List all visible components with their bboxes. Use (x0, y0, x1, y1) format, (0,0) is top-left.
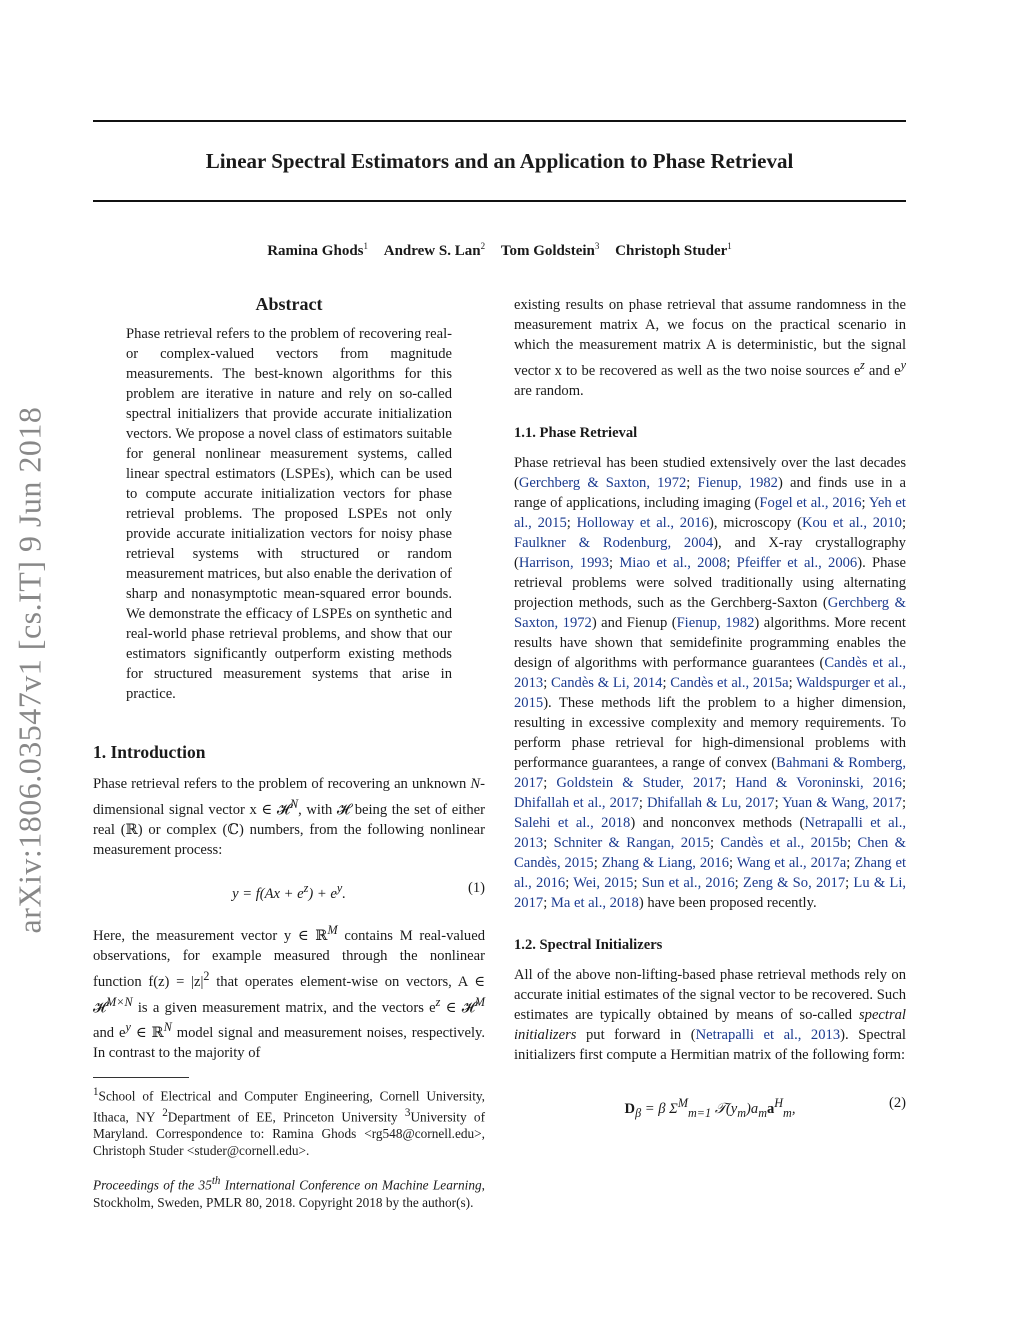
intro-paragraph: existing results on phase retrieval that assume randomness in the measurement matrix A, we focus on the practical scenario in which the measurement matrix A is deterministic, but the signal vector x to be recovered as well as the two noise sources $e^z$ and $e^y$ are random. (514, 297, 906, 399)
citation-link[interactable]: Ma et al., 2018 (550, 894, 639, 911)
author: Ramina Ghods$^1$ (267, 241, 368, 259)
arxiv-sidebar (0, 380, 60, 960)
citation-link[interactable]: Candès & Li, 2014 (551, 674, 663, 691)
citation-link[interactable]: Goldstein & Studer, 2017 (556, 774, 723, 791)
intro-paragraph: Phase retrieval refers to the problem of recovering an unknown N-dimensional signal vector x ∈ 𝓗$^N$, with 𝓗 being the set of either real (ℝ) or complex (ℂ) numbers, from the following nonlinear measurement process: (93, 776, 485, 858)
citation-link[interactable]: Netrapalli et al., 2013 (514, 814, 906, 851)
citation-link[interactable]: Lu & Li, 2017 (514, 874, 907, 911)
arxiv-id: arXiv:1806.03547v1 [cs.IT] 9 Jun 2018 (11, 406, 48, 934)
footnote-rule (93, 1077, 189, 1078)
citation-link[interactable]: Schniter & Rangan, 2015 (553, 834, 710, 851)
citation-link[interactable]: Dhifallah et al., 2017 (514, 794, 639, 811)
author: Christoph Studer$^1$ (615, 241, 732, 259)
citation-link[interactable]: Gerchberg & Saxton, 1972 (518, 474, 687, 491)
citation-link[interactable]: Faulkner & Rodenburg, 2004 (514, 534, 714, 551)
citation-link[interactable]: Fienup, 1982 (676, 614, 755, 631)
citation-link[interactable]: Harrison, 1993 (518, 554, 610, 571)
left-column (93, 292, 485, 1211)
citation-link[interactable]: Pfeiffer et al., 2006 (736, 554, 858, 571)
citation-link[interactable]: Candès et al., 2015a (670, 674, 789, 691)
citation-link[interactable]: Zhang et al., 2016 (514, 854, 906, 891)
citation-link[interactable]: Miao et al., 2008 (619, 554, 727, 571)
author: Andrew S. Lan$^2$ (383, 241, 486, 259)
author-list (93, 235, 906, 262)
citation-link[interactable]: Fogel et al., 2016 (759, 494, 862, 511)
citation-link[interactable]: Chen & Candès, 2015 (514, 834, 907, 871)
equation-number: (1) (467, 879, 485, 896)
citation-link[interactable]: Waldspurger et al., 2015 (514, 674, 906, 711)
abstract-text: Phase retrieval refers to the problem of recovering real- or complex-valued vectors from magnitude measurements. The best-known algorithms for this problem are iterative in nature and rely on so-called spectral initializers that provide accurate initialization vectors. We propose a novel class of estimators suitable for general nonlinear measurement systems, called linear spectral estimators (LSPEs), which can be used to compute accurate initialization vectors for phase retrieval problems. The proposed LSPEs not only provide accurate initialization vectors for noisy phase retrieval systems with structured or random measurement matrices, but also enable the derivation of sharp and nonasymptotic mean-squared error bounds. We demonstrate the efficacy of LSPEs on synthetic and real-world phase retrieval problems, and show that our estimators significantly outperform existing methods for structured measurement systems that arise in practice. (126, 326, 452, 702)
citation-link[interactable]: Salehi et al., 2018 (514, 814, 631, 831)
equation-1: $y = f(Ax + e^z) + e^y$. (1) (232, 879, 485, 902)
subsection-heading-phase-retrieval: 1.1. Phase Retrieval (514, 424, 638, 441)
citation-link[interactable]: Zeng & So, 2017 (742, 874, 846, 891)
citation-link[interactable]: Candès et al., 2013 (514, 654, 906, 691)
title-bottom-rule (93, 200, 906, 202)
citation-link[interactable]: Gerchberg & Saxton, 1972 (514, 594, 906, 631)
right-column (514, 295, 906, 1147)
intro-paragraph: Here, the measurement vector y ∈ ℝ$^M$ contains M real-valued observations, for example measured through the nonlinear function $f(z) = |z|^2$ that operates element-wise on vectors, A ∈ 𝓗$^{M\times N}$ is a given measurement matrix, and the vectors $e^z$ ∈ 𝓗$^M$ and $e^y$ ∈ ℝ$^N$ model signal and measurement noises, respectively. In contrast to the majority of (93, 922, 486, 1062)
citation-link[interactable]: Netrapalli et al., 2013 (695, 1026, 841, 1043)
citation-link[interactable]: Wei, 2015 (573, 874, 634, 891)
citation-link[interactable]: Wang et al., 2017a (736, 854, 847, 871)
citation-link[interactable]: Yeh et al., 2015 (514, 494, 906, 531)
citation-link[interactable]: Dhifallah & Lu, 2017 (646, 794, 775, 811)
spectral-initializers-paragraph: All of the above non-lifting-based phase retrieval methods rely on accurate initial estimates of the signal vector to be recovered. Such estimates are typically obtained by means of so-called spectral initializers put forward in (Netrapalli et al., 2013). Spectral initializers first compute a Hermitian matrix of the following form: (514, 966, 906, 1063)
author: Tom Goldstein$^3$ (500, 241, 600, 259)
subsection-heading-spectral-initializers: 1.2. Spectral Initializers (514, 936, 663, 953)
phase-retrieval-paragraph: Phase retrieval has been studied extensively over the last decades (Gerchberg & Saxton, 1972; Fienup, 1982) and finds use in a range of applications, including imaging (Fogel et al., 2016; Yeh et al., 2015; Holloway et al., 2016), microscopy (Kou et al., 2010; Faulkner & Rodenburg, 2004), and X-ray crystallography (Harrison, 1993; Miao et al., 2008; Pfeiffer et al., 2006). Phase retrieval problems were solved traditionally using alternating projection methods, such as the Gerchberg-Saxton (Gerchberg & Saxton, 1972) and Fienup (Fienup, 1982) algorithms. More recent results have shown that semidefinite programming enables the design of algorithms with performance guarantees (Candès et al., 2013; Candès & Li, 2014; Candès et al., 2015a; Waldspurger et al., 2015). These methods lift the problem to a higher dimension, resulting in excessive complexity and memory requirements. To perform phase retrieval for high-dimensional problems with performance guarantees, a range of convex (Bahmani & Romberg, 2017; Goldstein & Studer, 2017; Hand & Voroninski, 2016; Dhifallah et al., 2017; Dhifallah & Lu, 2017; Yuan & Wang, 2017; Salehi et al., 2018) and nonconvex methods (Netrapalli et al., 2013; Schniter & Rangan, 2015; Candès et al., 2015b; Chen & Candès, 2015; Zhang & Liang, 2016; Wang et al., 2017a; Zhang et al., 2016; Wei, 2015; Sun et al., 2016; Zeng & So, 2017; Lu & Li, 2017; Ma et al., 2018) have been proposed recently. (514, 454, 907, 911)
citation-link[interactable]: Kou et al., 2010 (801, 514, 902, 531)
equation-number: (2) (888, 1094, 906, 1111)
title-top-rule (93, 120, 906, 122)
section-heading-introduction: 1. Introduction (93, 742, 206, 762)
citation-link[interactable]: Bahmani & Romberg, 2017 (514, 754, 906, 791)
citation-link[interactable]: Zhang & Liang, 2016 (601, 854, 730, 871)
citation-link[interactable]: Candès et al., 2015b (720, 834, 848, 851)
citation-link[interactable]: Hand & Voroninski, 2016 (735, 774, 902, 791)
citation-link[interactable]: Sun et al., 2016 (641, 874, 735, 891)
paper-title: Linear Spectral Estimators and an Application to Phase Retrieval (205, 149, 794, 173)
citation-link[interactable]: Yuan & Wang, 2017 (782, 794, 902, 811)
footnotes: $^1$School of Electrical and Computer Engineering, Cornell University, Ithaca, NY $^2$Department of EE, Princeton University $^3$University of Maryland. Correspondence to: Ramina Ghods <rg548@cornell.edu>, Christoph Studer <studer@cornell.edu>. Proceedings of the 35th International Conference on Machine Learning, Stockholm, Sweden, PMLR 80, 2018. Copyright 2018 by the author(s). (93, 1086, 485, 1210)
equation-2: $D_\beta = \beta$ $\Sigma^M_{m=1}$ $𝒯(y_m)a_ma^H_m$, (2) (624, 1094, 906, 1120)
citation-link[interactable]: Fienup, 1982 (697, 474, 778, 491)
abstract-heading: Abstract (255, 294, 323, 314)
citation-link[interactable]: Holloway et al., 2016 (576, 514, 709, 531)
